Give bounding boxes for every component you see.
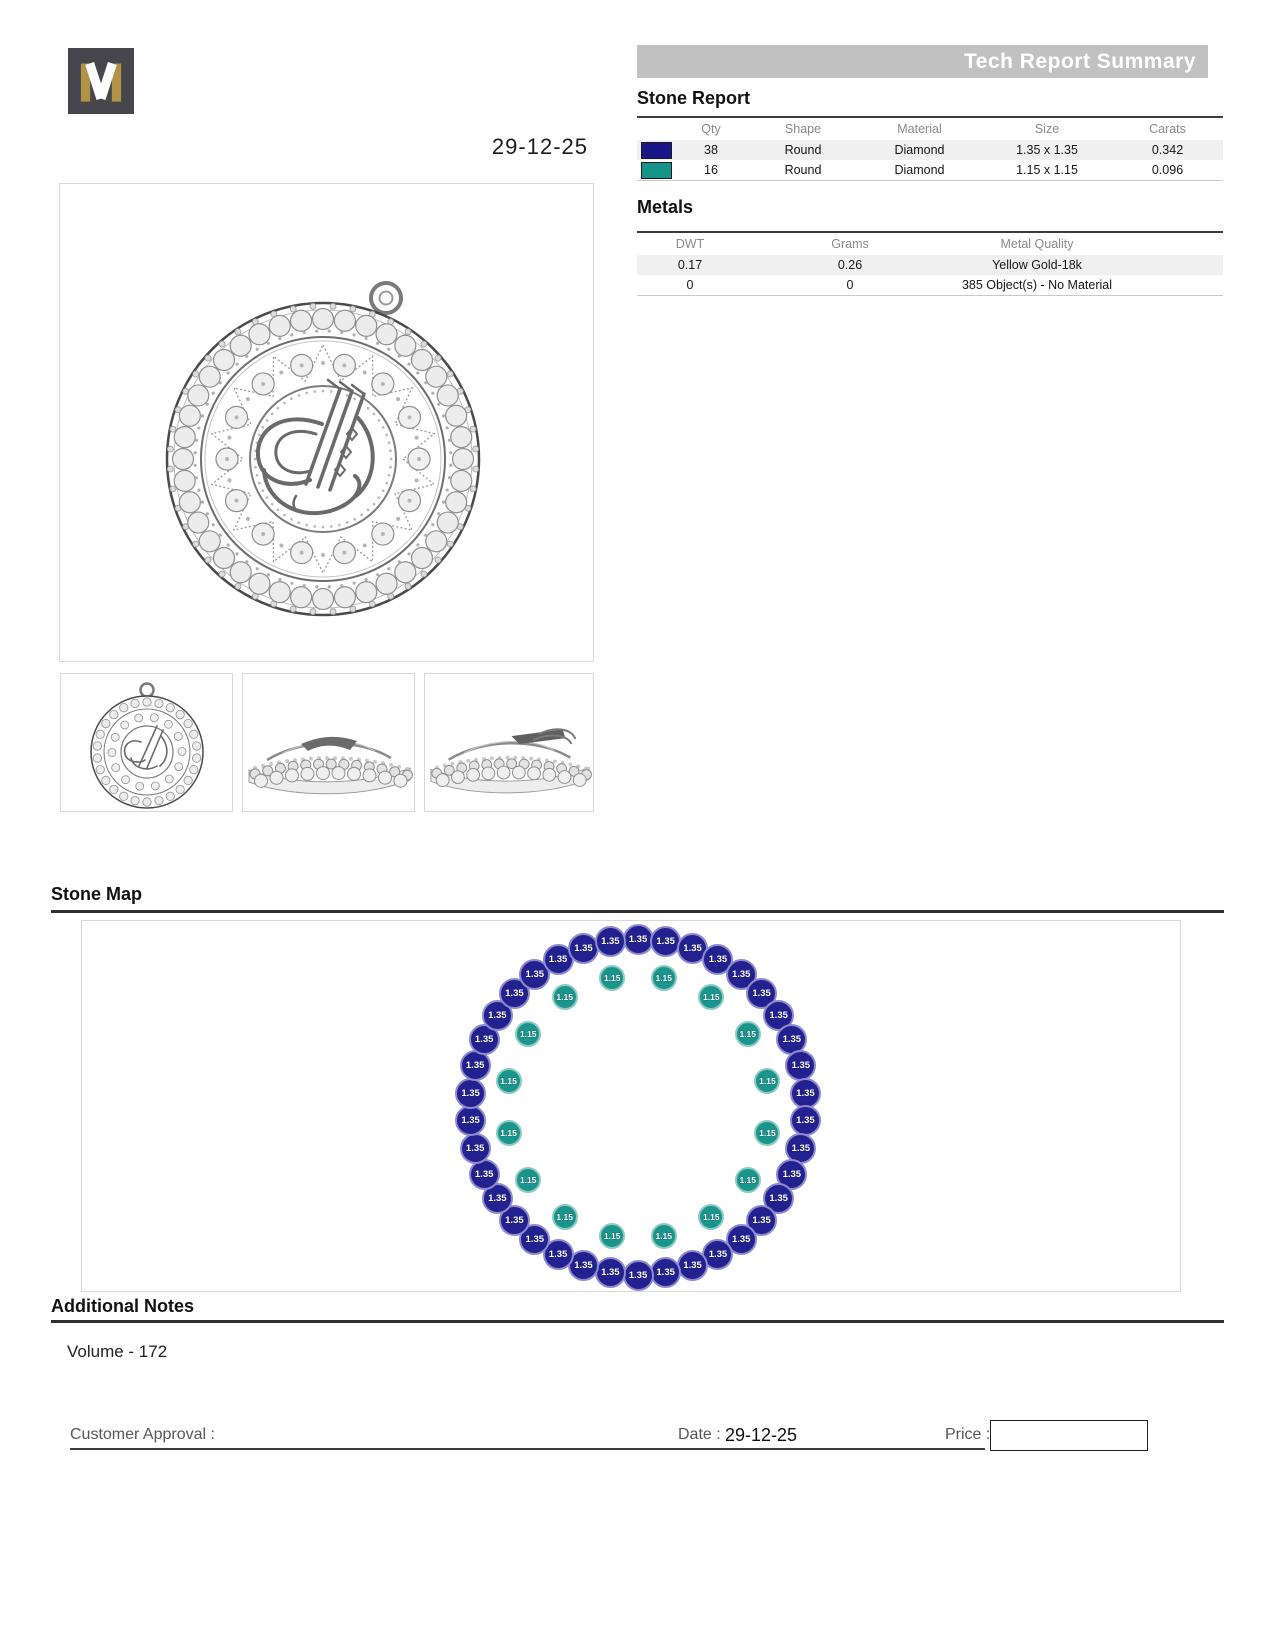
stone-marker-outer: 1.35: [519, 1224, 550, 1255]
stone-marker-outer: 1.35: [455, 1078, 486, 1109]
cell-dwt: 0.17: [677, 258, 703, 272]
stone-color-swatch: [641, 162, 672, 179]
stone-marker-outer: 1.35: [595, 1257, 626, 1288]
price-input[interactable]: [990, 1420, 1148, 1451]
pendant-thumb-side-2: [424, 673, 594, 812]
stone-report-row: [637, 160, 1223, 180]
cell-material: Diamond: [894, 143, 945, 157]
stone-marker-outer: 1.35: [650, 1257, 681, 1288]
stone-marker-outer: 1.35: [543, 944, 574, 975]
metals-row: [637, 255, 1223, 275]
stone-marker-outer: 1.35: [499, 978, 530, 1009]
stone-marker-outer: 1.35: [746, 978, 777, 1009]
metals-row: [637, 275, 1223, 295]
cell-carats: 0.342: [1151, 143, 1184, 157]
col-grams: Grams: [831, 237, 869, 251]
stone-map-rule: [51, 910, 1224, 913]
stone-marker-outer: 1.35: [702, 944, 733, 975]
stone-marker-outer: 1.35: [568, 933, 599, 964]
footer-date-label: Date :: [678, 1426, 721, 1443]
stone-marker-outer: 1.35: [702, 1239, 733, 1270]
stone-report-heading: Stone Report: [637, 88, 751, 108]
col-dwt: DWT: [675, 237, 705, 251]
stone-marker-inner: 1.15: [515, 1021, 541, 1047]
col-carats: Carats: [1149, 122, 1186, 136]
stone-report-row: [637, 140, 1223, 160]
pendant-render-image: [60, 184, 593, 661]
cell-size: 1.35 x 1.35: [1016, 143, 1078, 157]
stone-marker-outer: 1.35: [623, 924, 654, 955]
stone-marker-outer: 1.35: [763, 1183, 794, 1214]
report-title: Tech Report Summary: [964, 49, 1196, 73]
stone-marker-outer: 1.35: [726, 959, 757, 990]
pendant-thumb-front-image: [61, 674, 232, 811]
stone-marker-outer: 1.35: [790, 1078, 821, 1109]
stone-marker-outer: 1.35: [519, 959, 550, 990]
col-qty: Qty: [701, 122, 721, 136]
col-size: Size: [1034, 122, 1060, 136]
cell-shape: Round: [784, 163, 822, 177]
cell-quality: 385 Object(s) - No Material: [961, 278, 1113, 292]
footer-price-label: Price :: [945, 1426, 991, 1443]
stone-map-heading: Stone Map: [51, 884, 143, 904]
additional-notes-heading: Additional Notes: [51, 1296, 194, 1316]
stone-marker-inner: 1.15: [651, 1223, 677, 1249]
stone-marker-outer: 1.35: [776, 1159, 807, 1190]
volume-note: Volume - 172: [67, 1342, 168, 1361]
cell-grams: 0: [846, 278, 854, 292]
stone-marker-outer: 1.35: [776, 1024, 807, 1055]
cell-dwt: 0: [686, 278, 694, 292]
metals-heading: Metals: [637, 197, 694, 217]
pendant-front-render: [59, 183, 594, 662]
stone-marker-inner: 1.15: [698, 984, 724, 1010]
stone-marker-inner: 1.15: [496, 1120, 522, 1146]
stone-marker-outer: 1.35: [790, 1105, 821, 1136]
metals-table: [637, 231, 1223, 296]
cell-material: Diamond: [894, 163, 945, 177]
stone-marker-inner: 1.15: [735, 1021, 761, 1047]
pendant-thumb-front: [60, 673, 233, 812]
report-date: 29-12-25: [491, 134, 588, 159]
stone-marker-outer: 1.35: [677, 1250, 708, 1281]
stone-report-table: [637, 116, 1223, 181]
stone-marker-outer: 1.35: [785, 1133, 816, 1164]
stone-marker-inner: 1.15: [552, 984, 578, 1010]
col-metal-quality: Metal Quality: [1000, 237, 1074, 251]
stone-marker-outer: 1.35: [469, 1159, 500, 1190]
stone-marker-inner: 1.15: [599, 1223, 625, 1249]
cell-quality: Yellow Gold-18k: [992, 258, 1082, 272]
stone-report-header-row: [637, 118, 1223, 140]
stone-marker-outer: 1.35: [568, 1250, 599, 1281]
stone-marker-inner: 1.15: [651, 965, 677, 991]
stone-map-canvas: [81, 920, 1181, 1292]
pendant-thumb-side-1-image: [243, 674, 414, 811]
stone-marker-outer: 1.35: [677, 933, 708, 964]
stone-marker-outer: 1.35: [623, 1260, 654, 1291]
pendant-thumb-side-2-image: [425, 674, 593, 811]
metals-header-row: [637, 233, 1223, 255]
stone-marker-outer: 1.35: [460, 1050, 491, 1081]
stone-marker-outer: 1.35: [785, 1050, 816, 1081]
col-material: Material: [897, 122, 942, 136]
additional-notes-rule: [51, 1320, 1224, 1323]
stone-color-swatch: [641, 142, 672, 159]
stone-marker-outer: 1.35: [482, 1000, 513, 1031]
pendant-thumb-side-1: [242, 673, 415, 812]
logo-m-glyph: [68, 48, 134, 114]
stone-marker-outer: 1.35: [746, 1205, 777, 1236]
cell-grams: 0.26: [837, 258, 863, 272]
footer-date-value: 29-12-25: [725, 1425, 798, 1445]
stone-marker-inner: 1.15: [599, 965, 625, 991]
stone-marker-inner: 1.15: [735, 1167, 761, 1193]
stone-marker-outer: 1.35: [595, 926, 626, 957]
stone-marker-outer: 1.35: [543, 1239, 574, 1270]
stone-marker-outer: 1.35: [469, 1024, 500, 1055]
brand-logo-m-icon: [68, 48, 134, 114]
stone-marker-inner: 1.15: [496, 1068, 522, 1094]
stone-marker-outer: 1.35: [726, 1224, 757, 1255]
cell-qty: 16: [704, 163, 718, 177]
stone-marker-inner: 1.15: [698, 1204, 724, 1230]
cell-qty: 38: [704, 143, 718, 157]
report-title-bar: [637, 45, 1208, 78]
stone-marker-outer: 1.35: [650, 926, 681, 957]
signature-line: [70, 1448, 985, 1450]
customer-approval-label: Customer Approval :: [70, 1426, 215, 1443]
stone-marker-inner: 1.15: [552, 1204, 578, 1230]
col-shape: Shape: [784, 122, 822, 136]
cell-carats: 0.096: [1151, 163, 1184, 177]
stone-marker-outer: 1.35: [499, 1205, 530, 1236]
cell-shape: Round: [784, 143, 822, 157]
stone-marker-outer: 1.35: [763, 1000, 794, 1031]
stone-marker-outer: 1.35: [455, 1105, 486, 1136]
stone-marker-inner: 1.15: [754, 1068, 780, 1094]
stone-marker-inner: 1.15: [754, 1120, 780, 1146]
cell-size: 1.15 x 1.15: [1016, 163, 1078, 177]
stone-marker-outer: 1.35: [460, 1133, 491, 1164]
stone-marker-inner: 1.15: [515, 1167, 541, 1193]
stone-marker-outer: 1.35: [482, 1183, 513, 1214]
